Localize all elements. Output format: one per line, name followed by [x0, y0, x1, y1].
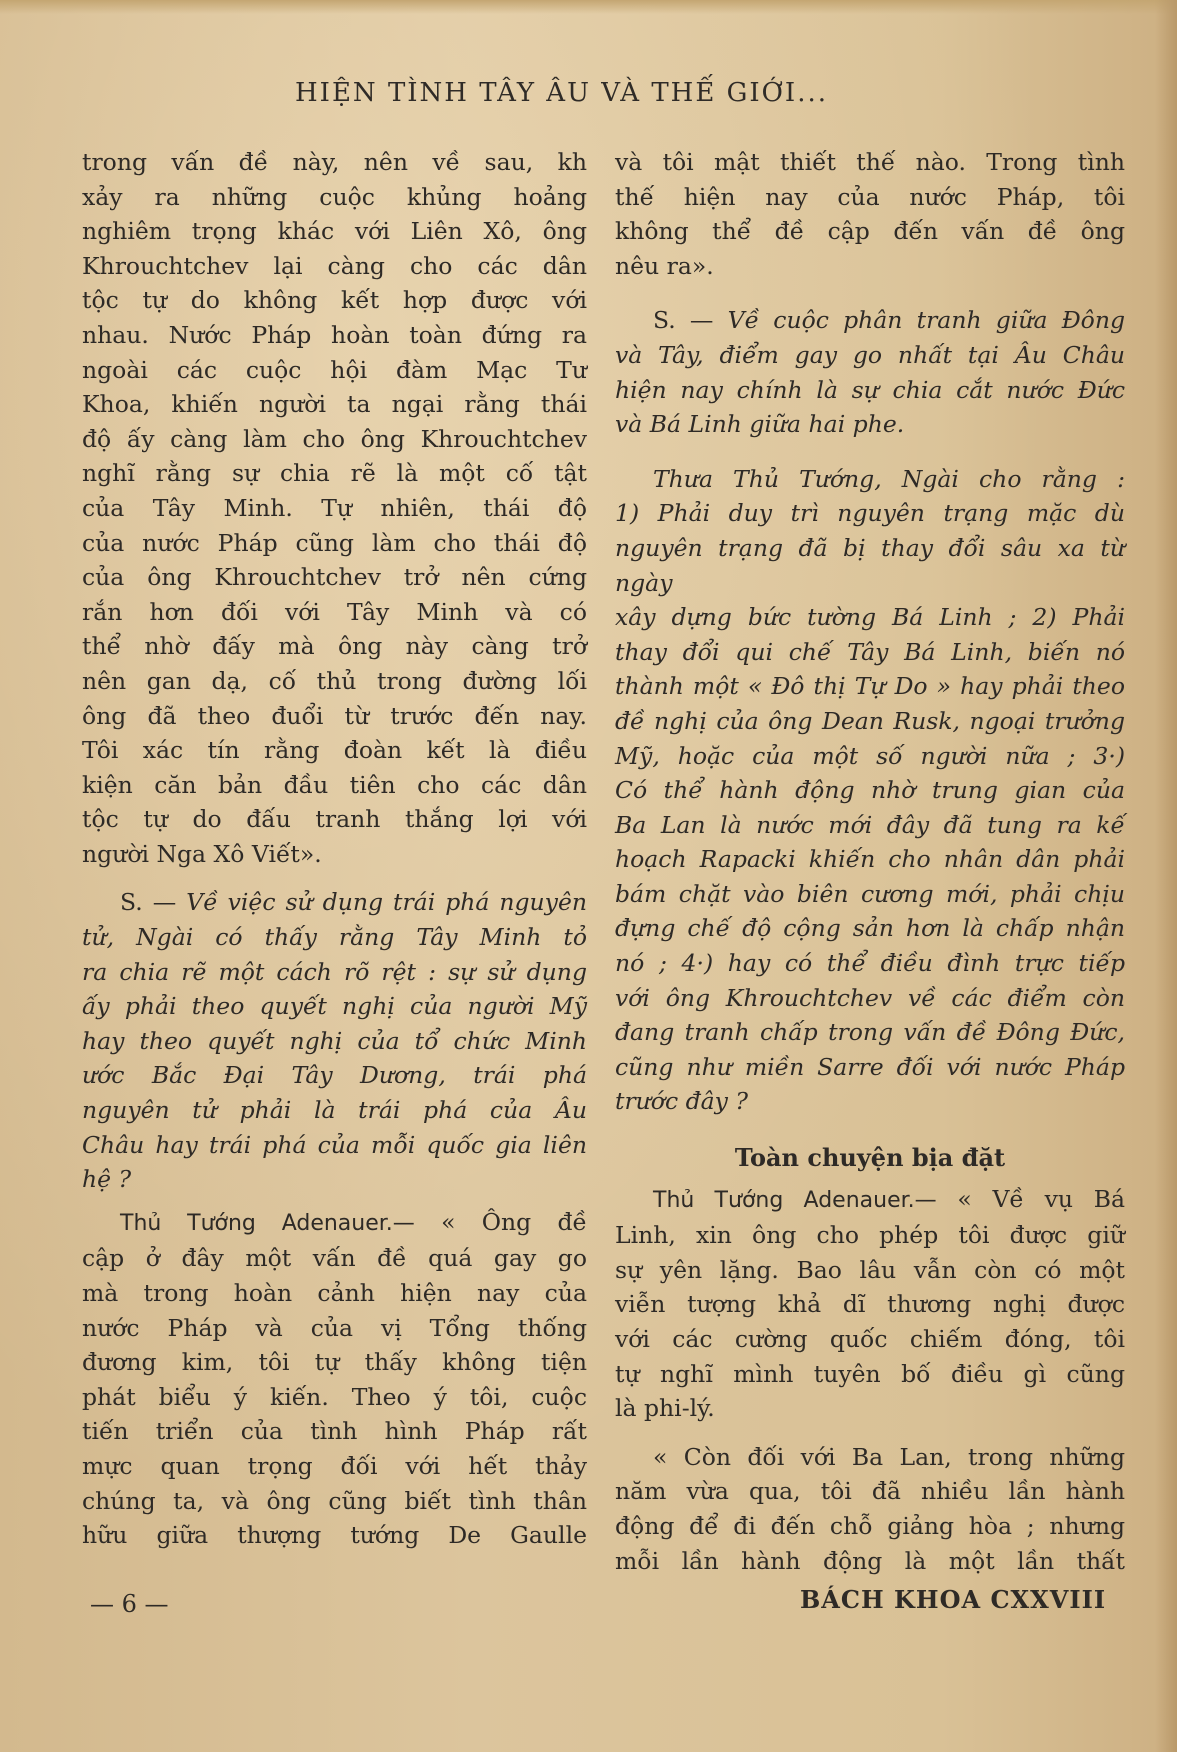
text-line: Tôi xác tín rằng đoàn kết là điều: [82, 736, 587, 765]
text-line: tộc tự do đấu tranh thắng lợi với: [82, 805, 587, 834]
question-first-line: [82, 885, 587, 920]
question-text: Về cuộc phân tranh giữa Đông: [727, 306, 1125, 335]
answer-text: « Về vụ Bá: [957, 1184, 1125, 1213]
text-line: phát biểu ý kiến. Theo ý tôi, cuộc: [82, 1382, 587, 1411]
text-line: xảy ra những cuộc khủng hoảng: [82, 182, 587, 211]
text-line: hay theo quyết nghị của tổ chức Minh: [82, 1026, 587, 1055]
text-line: 1) Phải duy trì nguyên trạng mặc dù: [615, 499, 1125, 528]
answer-first-line: [615, 1182, 1125, 1219]
text-line: năm vừa qua, tôi đã nhiều lần hành: [615, 1477, 1125, 1506]
text-line: của nước Pháp cũng làm cho thái độ: [82, 528, 587, 557]
text-line: thành một « Đô thị Tự Do » hay phải theo: [615, 672, 1125, 701]
answer-berlin: [615, 1182, 1125, 1426]
text-line: của ông Khrouchtchev trở nên cứng: [82, 563, 587, 592]
text-line: hệ ?: [82, 1165, 132, 1194]
question-first-line: [615, 303, 1125, 338]
text-line: ấy phải theo quyết nghị của người Mỹ: [82, 992, 587, 1021]
text-line: Ba Lan là nước mới đây đã tung ra kế: [615, 810, 1125, 839]
text-line: nguyên tử phải là trái phá của Âu: [82, 1096, 587, 1125]
question-speaker: S. —: [653, 306, 714, 335]
left-column: [82, 145, 587, 1553]
text-line: nước Pháp và của vị Tổng thống: [82, 1313, 587, 1342]
text-line: nó ; 4·) hay có thể điều đình trực tiếp: [615, 949, 1125, 978]
text-line: mỗi lần hành động là một lần thất: [615, 1546, 1125, 1575]
text-line: bám chặt vào biên cương mới, phải chịu: [615, 879, 1125, 908]
text-line: thế hiện nay của nước Pháp, tôi: [615, 182, 1125, 211]
text-line: không thể đề cập đến vấn đề ông: [615, 217, 1125, 246]
text-line: nguyên trạng đã bị thay đổi sâu xa từ ngày: [615, 533, 1125, 597]
text-line: với các cường quốc chiếm đóng, tôi: [615, 1325, 1125, 1353]
text-line: trong vấn đề này, nên về sau, kh: [82, 148, 587, 176]
text-line: rắn hơn đối với Tây Minh và có: [82, 597, 587, 626]
text-line: trước đây ?: [615, 1087, 748, 1116]
answer-nuclear: [82, 1205, 587, 1553]
question-atomic: [82, 885, 587, 1196]
text-line: sự yên lặng. Bao lâu vẫn còn có một: [615, 1255, 1125, 1284]
text-line: cũng như miền Sarre đối với nước Pháp: [615, 1052, 1125, 1081]
text-line: Khrouchtchev lại càng cho các dân: [82, 251, 587, 280]
page-number: — 6 —: [90, 1590, 169, 1618]
text-line: mà trong hoàn cảnh hiện nay của: [82, 1279, 587, 1307]
text-line: Có thể hành động nhờ trung gian của: [615, 776, 1125, 805]
text-line: tử, Ngài có thấy rằng Tây Minh tỏ: [82, 923, 587, 952]
text-line: Mỹ, hoặc của một số người nữa ; 3·): [615, 741, 1125, 770]
answer-first-line: [82, 1205, 587, 1242]
text-line: « Còn đối với Ba Lan, trong những: [653, 1442, 1125, 1471]
text-line: ước Bắc Đại Tây Dương, trái phá: [82, 1061, 587, 1090]
text-line: hiện nay chính là sự chia cắt nước Đức: [615, 375, 1125, 404]
paragraph-answer-end: [615, 145, 1125, 283]
text-line: hữu giữa thượng tướng De Gaulle: [82, 1521, 587, 1550]
text-line: với ông Khrouchtchev về các điểm còn: [615, 983, 1125, 1012]
running-title: HIỆN TÌNH TÂY ÂU VÀ THẾ GIỚI...: [295, 78, 828, 108]
text-line: thể nhờ đấy mà ông này càng trở: [82, 632, 587, 661]
section-heading: Toàn chuyện bịa đặt: [734, 1143, 1006, 1173]
text-line: và tôi mật thiết thế nào. Trong tình: [615, 148, 1125, 176]
text-line: cập ở đây một vấn đề quá gay go: [82, 1244, 587, 1273]
paragraph-reply-continued: [82, 145, 587, 871]
text-line: độ ấy càng làm cho ông Khrouchtchev: [82, 424, 587, 453]
text-line: ông đã theo đuổi từ trước đến nay.: [82, 701, 587, 730]
text-line: động để đi đến chỗ giảng hòa ; nhưng: [615, 1511, 1125, 1540]
text-line: nên gan dạ, cố thủ trong đường lối: [82, 666, 587, 695]
question-berlin: [615, 303, 1125, 441]
text-line: đương kim, tôi tự thấy không tiện: [82, 1348, 587, 1377]
text-line: người Nga Xô Viết».: [82, 839, 322, 868]
text-line: nêu ra».: [615, 251, 714, 280]
text-line: Khoa, khiến người ta ngại rằng thái: [82, 390, 587, 419]
text-line: đang tranh chấp trong vấn đề Đông Đức,: [615, 1018, 1125, 1047]
text-line: tự nghĩ mình tuyên bố điều gì cũng: [615, 1359, 1125, 1388]
text-line: hoạch Rapacki khiến cho nhân dân phải: [615, 845, 1125, 874]
text-line: chúng ta, và ông cũng biết tình thân: [82, 1486, 587, 1515]
text-line: ngoài các cuộc hội đàm Mạc Tư: [82, 355, 587, 384]
text-line: là phi-lý.: [615, 1394, 715, 1423]
text-line: nghĩ rằng sự chia rẽ là một cố tật: [82, 459, 587, 488]
text-line: Thưa Thủ Tướng, Ngài cho rằng :: [653, 464, 1125, 493]
question-speaker: S. —: [120, 888, 177, 917]
text-line: kiện căn bản đầu tiên cho các dân: [82, 770, 587, 799]
text-line: tộc tự do không kết hợp được với: [82, 286, 587, 315]
text-line: và Bá Linh giữa hai phe.: [615, 410, 905, 439]
text-line: xây dựng bức tường Bá Linh ; 2) Phải: [615, 603, 1125, 632]
text-line: thay đổi qui chế Tây Bá Linh, biến nó: [615, 637, 1125, 666]
question-text: Về việc sử dụng trái phá nguyên: [186, 888, 587, 917]
text-line: của Tây Minh. Tự nhiên, thái độ: [82, 493, 587, 522]
text-line: viễn tượng khả dĩ thương nghị được: [615, 1290, 1125, 1319]
text-line: Châu hay trái phá của mỗi quốc gia liên: [82, 1130, 587, 1159]
text-line: mực quan trọng đối với hết thảy: [82, 1451, 587, 1480]
text-line: nhau. Nước Pháp hoàn toàn đứng ra: [82, 320, 587, 349]
text-line: và Tây, điểm gay go nhất tại Âu Châu: [615, 340, 1125, 369]
answer-text: « Ông đề: [441, 1207, 587, 1236]
text-line: ra chia rẽ một cách rõ rệt : sự sử dụng: [82, 957, 587, 986]
right-column: [615, 145, 1125, 1578]
magazine-issue: BÁCH KHOA CXXVIII: [800, 1585, 1107, 1614]
text-line: tiến triển của tình hình Pháp rất: [82, 1417, 587, 1446]
paragraph-poland: [615, 1440, 1125, 1578]
text-line: đựng chế độ cộng sản hơn là chấp nhận: [615, 914, 1125, 943]
text-line: nghiêm trọng khác với Liên Xô, ông: [82, 217, 587, 246]
answer-speaker: Thủ Tướng Adenauer.—: [653, 1187, 937, 1213]
text-line: đề nghị của ông Dean Rusk, ngoại trưởng: [615, 706, 1125, 735]
question-berlin-options: [615, 462, 1125, 1119]
answer-speaker: Thủ Tướng Adenauer.—: [120, 1210, 415, 1236]
text-line: Linh, xin ông cho phép tôi được giữ: [615, 1221, 1125, 1250]
